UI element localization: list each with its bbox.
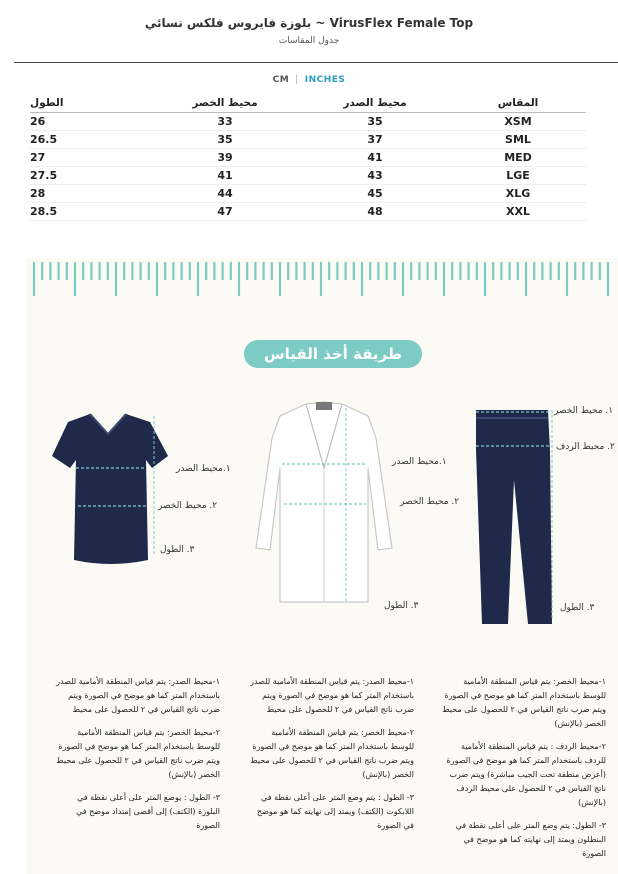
table-row <box>30 113 586 131</box>
cell-length: 27 <box>30 149 150 167</box>
top-length-note: ٣- الطول : يوضع المتر على أعلى نقطة في البلوزة (الكتف) إلى أقصى إمتداد موضح في الصورة <box>76 793 220 830</box>
table-row <box>30 185 586 203</box>
cell-chest: 37 <box>300 131 450 149</box>
top-waist-label: ٢. محيط الخصر <box>158 501 218 511</box>
cell-length: 26 <box>30 113 150 131</box>
table-row <box>30 203 586 221</box>
coat-waist-label: ٢. محيط الخصر <box>400 497 460 507</box>
cell-size: XXL <box>450 203 586 221</box>
pants-hip-note: ٢-محيط الردف : يتم قياس المنطقة الأمامية للردف باستخدام المتر كما هو موضح في الصورة (أعرض منطقة تحت الجيب مباشرة) ويتم ضرب ناتج القياس في ٢ للحصول على محيط الردف (بالإنش) <box>446 742 606 807</box>
table-row <box>30 131 586 149</box>
cell-size: MED <box>450 149 586 167</box>
top-waist-note: ٢-محيط الخصر: يتم قياس المنطقة الأمامية للوسط باستخدام المتر كما هو موضح في الصورة ويتم ضرب ناتج القياس في ٢ للحصول على محيط الخصر (بالإنش) <box>56 728 220 779</box>
lab-coat-illustration <box>250 398 398 606</box>
cell-chest: 43 <box>300 167 450 185</box>
top-chest-note: ١-محيط الصدر: يتم قياس المنطقة الأمامية للصدر باستخدام المتر كما هو موضح في الصورة ويتم ضرب ناتج القياس في ٢ للحصول على محيط <box>56 677 220 714</box>
guide-title-pill: طريقة أخذ القياس <box>244 340 422 368</box>
top-description <box>54 675 220 842</box>
cell-waist: 33 <box>150 113 300 131</box>
coat-length-note: ٣- الطول : يتم وضع المتر على أعلى نقطة في اللابكوت (الكتف) ويمتد إلى نهايته كما هو موضح في الصورة <box>256 793 414 830</box>
pants-length-note: ٣- الطول: يتم وضع المتر على أعلى نقطة في البنطلون ويمتد إلى نهايته كما هو موضح في الصورة <box>455 821 606 858</box>
cell-size: XSM <box>450 113 586 131</box>
ruler-decoration <box>26 258 618 300</box>
table-row <box>30 149 586 167</box>
cell-length: 28 <box>30 185 150 203</box>
product-title: بلوزة فايروس فلكس نسائي ~ VirusFlex Female Top <box>144 16 474 30</box>
cell-waist: 35 <box>150 131 300 149</box>
unit-cm-button[interactable]: CM <box>272 75 290 85</box>
header-chest: محيط الصدر <box>300 95 450 113</box>
cell-size: SML <box>450 131 586 149</box>
pants-length-label: ٣. الطول <box>560 603 595 613</box>
scrub-top-illustration <box>46 410 176 572</box>
table-row <box>30 167 586 185</box>
measurement-guide-panel <box>26 258 618 874</box>
coat-chest-note: ١-محيط الصدر: يتم قياس المنطقة الأمامية للصدر باستخدام المتر كما هو موضح في الصورة ويتم ضرب ناتج القياس في ٢ للحصول على محيط <box>250 677 414 714</box>
cell-length: 26.5 <box>30 131 150 149</box>
cell-size: XLG <box>450 185 586 203</box>
size-chart-subtitle: جدول المقاسات <box>278 36 340 46</box>
header-waist: محيط الخصر <box>150 95 300 113</box>
header-size: المقاس <box>450 95 586 113</box>
header-length: الطول <box>30 95 150 113</box>
unit-toggle <box>0 75 618 85</box>
pants-waist-label: ١. محيط الخصر <box>554 406 614 416</box>
unit-inches-button[interactable]: INCHES <box>304 75 346 85</box>
pants-waist-note: ١-محيط الخصر: يتم قياس المنطقة الأمامية للوسط باستخدام المتر كما هو موضح في الصورة ويتم ضرب ناتج القياس في ٢ للحصول على محيط الخصر (بالإنش) <box>442 677 606 728</box>
top-length-label: ٣. الطول <box>160 545 195 555</box>
coat-length-label: ٣. الطول <box>384 601 419 611</box>
cell-chest: 45 <box>300 185 450 203</box>
pants-description <box>440 675 606 870</box>
cell-chest: 35 <box>300 113 450 131</box>
coat-waist-note: ٢-محيط الخصر: يتم قياس المنطقة الأمامية للوسط باستخدام المتر كما هو موضح في الصورة ويتم ضرب ناتج القياس في ٢ للحصول على محيط الخصر (بالإنش) <box>250 728 414 779</box>
cell-length: 28.5 <box>30 203 150 221</box>
header-divider <box>14 62 618 63</box>
cell-waist: 44 <box>150 185 300 203</box>
cell-chest: 41 <box>300 149 450 167</box>
unit-separator: | <box>295 75 299 85</box>
top-chest-label: ١.محيط الصدر <box>176 464 231 474</box>
coat-chest-label: ١.محيط الصدر <box>392 457 447 467</box>
cell-waist: 39 <box>150 149 300 167</box>
page-header <box>0 16 618 46</box>
size-table <box>30 95 586 221</box>
cell-waist: 41 <box>150 167 300 185</box>
cell-size: LGE <box>450 167 586 185</box>
cell-length: 27.5 <box>30 167 150 185</box>
coat-description <box>248 675 414 842</box>
pants-illustration <box>472 406 556 628</box>
cell-chest: 48 <box>300 203 450 221</box>
table-header-row <box>30 95 586 113</box>
pants-hip-label: ٢. محيط الردف <box>556 442 615 452</box>
cell-waist: 47 <box>150 203 300 221</box>
